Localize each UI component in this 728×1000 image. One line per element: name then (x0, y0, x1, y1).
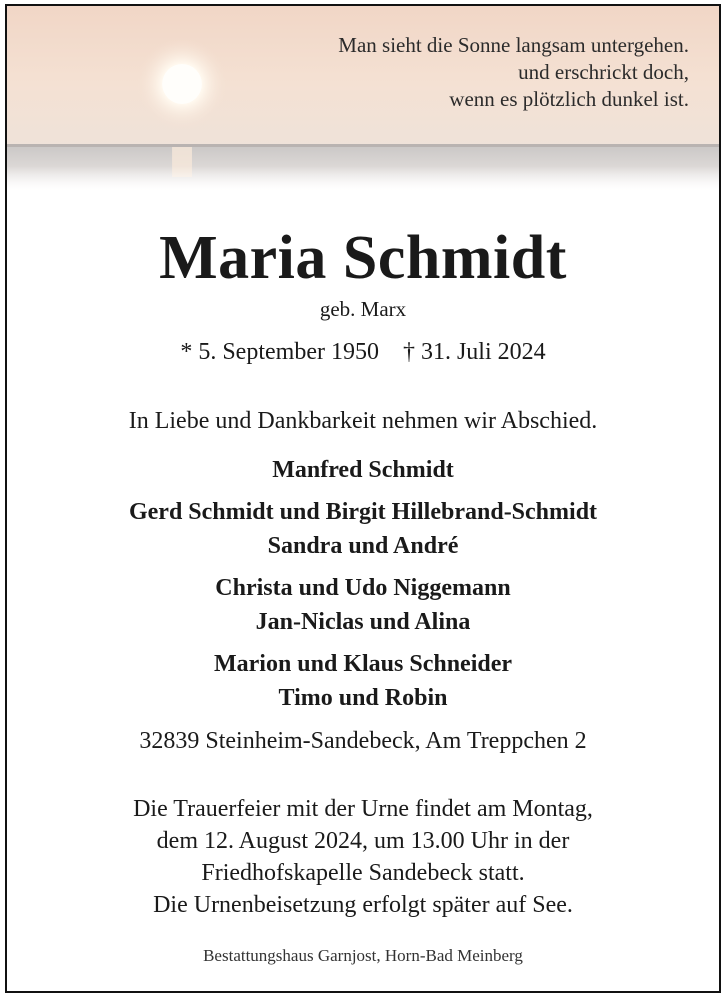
service-line: Friedhofskapelle Sandebeck statt. (201, 860, 525, 886)
farewell-text: In Liebe und Dankbarkeit nehmen wir Abschied. (128, 408, 598, 434)
death-date: † 31. Juli 2024 (402, 339, 546, 365)
mourner-line: Gerd Schmidt und Birgit Hillebrand-Schmidt (128, 499, 598, 525)
mourner-line: Jan-Niclas und Alina (255, 609, 471, 635)
mourner-line: Christa und Udo Niggemann (215, 575, 511, 601)
mourner-line: Sandra und André (267, 533, 459, 559)
birth-date: * 5. September 1950 (180, 339, 379, 365)
undertaker-credit: Bestattungshaus Garnjost, Horn-Bad Meinberg (203, 946, 523, 965)
family-address: 32839 Steinheim-Sandebeck, Am Treppchen 2 (139, 728, 587, 754)
mourner-group (7, 647, 719, 715)
service-info (7, 793, 719, 921)
mourner-line: Timo und Robin (278, 685, 448, 711)
mourners-list (7, 453, 719, 723)
service-line: Die Urnenbeisetzung erfolgt später auf See. (153, 892, 573, 918)
mourner-line: Marion und Klaus Schneider (213, 651, 513, 677)
poem-line: Man sieht die Sonne langsam untergehen. (338, 33, 689, 57)
life-dates (7, 339, 719, 366)
obituary-card (5, 4, 721, 993)
deceased-name: Maria Schmidt (159, 224, 567, 292)
service-line: Die Trauerfeier mit der Urne findet am Montag, (133, 796, 593, 822)
poem-line: und erschrickt doch, (518, 60, 689, 84)
maiden-name: geb. Marx (319, 297, 407, 321)
mourner-group (7, 495, 719, 563)
service-line: dem 12. August 2024, um 13.00 Uhr in der (156, 828, 570, 854)
mourner-line: Manfred Schmidt (272, 457, 454, 483)
poem (338, 32, 689, 113)
poem-line: wenn es plötzlich dunkel ist. (449, 87, 689, 111)
mourner-group (7, 571, 719, 639)
mourner-group (7, 453, 719, 487)
